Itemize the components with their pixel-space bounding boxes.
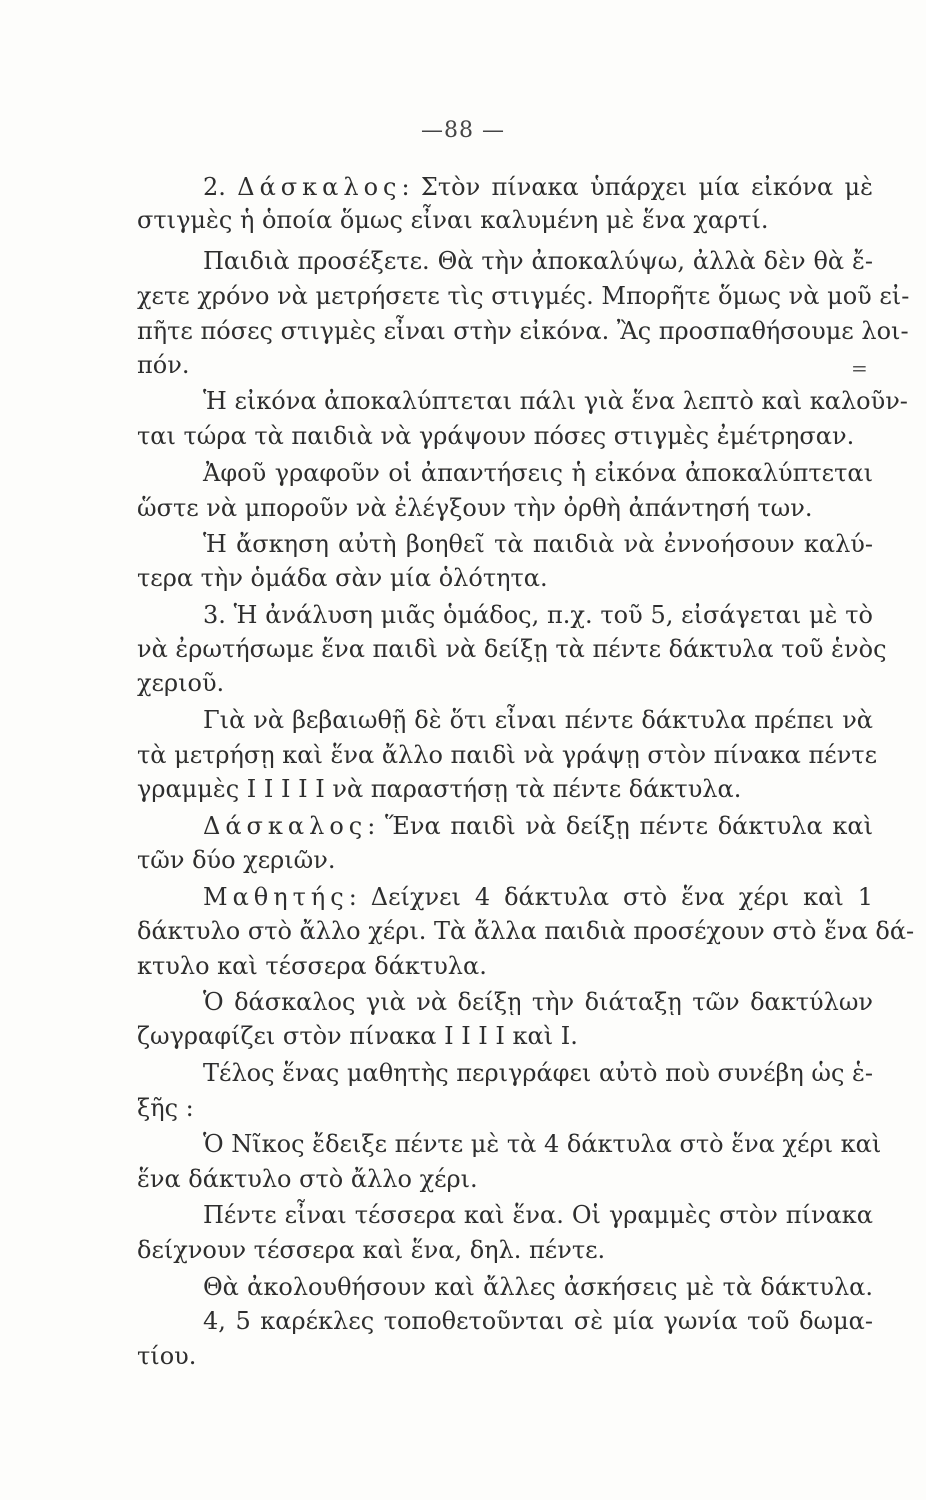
text-line: πῆτε πόσες στιγμὲς εἶναι στὴν εἰκόνα. Ἂς προσπαθήσουμε λοι- (137, 317, 909, 345)
text-line: Ὁ Νῖκος ἔδειξε πέντε μὲ τὰ 4 δάκτυλα στὸ ἕνα χέρι καὶ (203, 1130, 882, 1158)
text-line: χετε χρόνο νὰ μετρήσετε τὶς στιγμές. Μπορῆτε ὅμως νὰ μοῦ εἰ- (137, 282, 910, 310)
text-line (203, 811, 873, 841)
text-line: ζωγραφίζει στὸν πίνακα Ι Ι Ι Ι καὶ Ι. (137, 1022, 578, 1050)
text-line: ἕνα δάκτυλο στὸ ἄλλο χέρι. (137, 1165, 478, 1193)
margin-mark: = (851, 356, 868, 380)
text-line: Γιὰ νὰ βεβαιωθῇ δὲ ὅτι εἶναι πέντε δάκτυλα πρέπει νὰ (203, 706, 873, 734)
text-line: στιγμὲς ἡ ὁποία ὅμως εἶναι καλυμένη μὲ ἕνα χαρτί. (137, 206, 769, 234)
page-number: —88 — (421, 118, 505, 143)
text-line: Ἀφοῦ γραφοῦν οἱ ἀπαντήσεις ἡ εἰκόνα ἀποκαλύπτεται (203, 459, 873, 487)
text-line: Ἡ ἄσκηση αὐτὴ βοηθεῖ τὰ παιδιὰ νὰ ἐννοήσουν καλύ- (203, 530, 873, 558)
text-line: 4, 5 καρέκλες τοποθετοῦνται σὲ μία γωνία τοῦ δωμα- (203, 1307, 873, 1335)
text-line: τὰ μετρήσῃ καὶ ἕνα ἄλλο παιδὶ νὰ γράψῃ στὸν πίνακα πέντε (137, 741, 878, 769)
text-line: δείχνουν τέσσερα καὶ ἕνα, δηλ. πέντε. (137, 1236, 606, 1264)
text-line: νὰ ἐρωτήσωμε ἕνα παιδὶ νὰ δείξῃ τὰ πέντε δάκτυλα τοῦ ἑνὸς (137, 635, 887, 663)
text-line: Θὰ ἀκολουθήσουν καὶ ἄλλες ἀσκήσεις μὲ τὰ δάκτυλα. (203, 1273, 873, 1301)
text-line: δάκτυλο στὸ ἄλλο χέρι. Τὰ ἄλλα παιδιὰ προσέχουν στὸ ἕνα δά- (137, 917, 915, 945)
text-line: ται τώρα τὰ παιδιὰ νὰ γράψουν πόσες στιγμὲς ἐμέτρησαν. (137, 422, 855, 450)
text-line: ξῆς : (137, 1094, 194, 1122)
line-rest: : Δείχνει 4 δάκτυλα στὸ ἕνα χέρι καὶ 1 (348, 883, 873, 911)
text-line: Παιδιὰ προσέξετε. Θὰ τὴν ἀποκαλύψω, ἀλλὰ δὲν θὰ ἔ- (203, 247, 873, 275)
text-line: Τέλος ἕνας μαθητὴς περιγράφει αὐτὸ ποὺ συνέβη ὡς ἑ- (203, 1059, 874, 1087)
text-line (203, 882, 873, 912)
text-line: Πέντε εἶναι τέσσερα καὶ ἕνα. Οἱ γραμμὲς στὸν πίνακα (203, 1201, 873, 1229)
speaker-label: Δάσκαλος (237, 173, 402, 201)
text-line: ὥστε νὰ μποροῦν νὰ ἐλέγξουν τὴν ὀρθὴ ἀπάντησή των. (137, 494, 813, 522)
text-line: Ἡ εἰκόνα ἀποκαλύπτεται πάλι γιὰ ἕνα λεπτὸ καὶ καλοῦν- (203, 387, 908, 415)
text-line: γραμμὲς Ι Ι Ι Ι Ι νὰ παραστήσῃ τὰ πέντε δάκτυλα. (137, 775, 742, 803)
speaker-label: Μαθητής (203, 883, 349, 911)
text-line: κτυλο καὶ τέσσερα δάκτυλα. (137, 952, 487, 980)
speaker-label: Δάσκαλος (203, 812, 368, 840)
line-rest: : Στὸν πίνακα ὑπάρχει μία εἰκόνα μὲ (401, 173, 873, 201)
text-line (203, 172, 873, 202)
text-line: 3. Ἡ ἀνάλυση μιᾶς ὁμάδος, π.χ. τοῦ 5, εἰσάγεται μὲ τὸ (203, 601, 873, 629)
text-line: τίου. (137, 1342, 197, 1370)
text-line: πόν. (137, 351, 190, 379)
line-rest: : Ἕνα παιδὶ νὰ δείξῃ πέντε δάκτυλα καὶ (367, 812, 873, 840)
text-line: τῶν δύο χεριῶν. (137, 846, 336, 874)
text-line: τερα τὴν ὁμάδα σὰν μία ὁλότητα. (137, 564, 548, 592)
text-line: χεριοῦ. (137, 669, 225, 697)
text-line: Ὁ δάσκαλος γιὰ νὰ δείξῃ τὴν διάταξῃ τῶν δακτύλων (203, 988, 873, 1016)
line-prefix: 2. (203, 173, 238, 201)
